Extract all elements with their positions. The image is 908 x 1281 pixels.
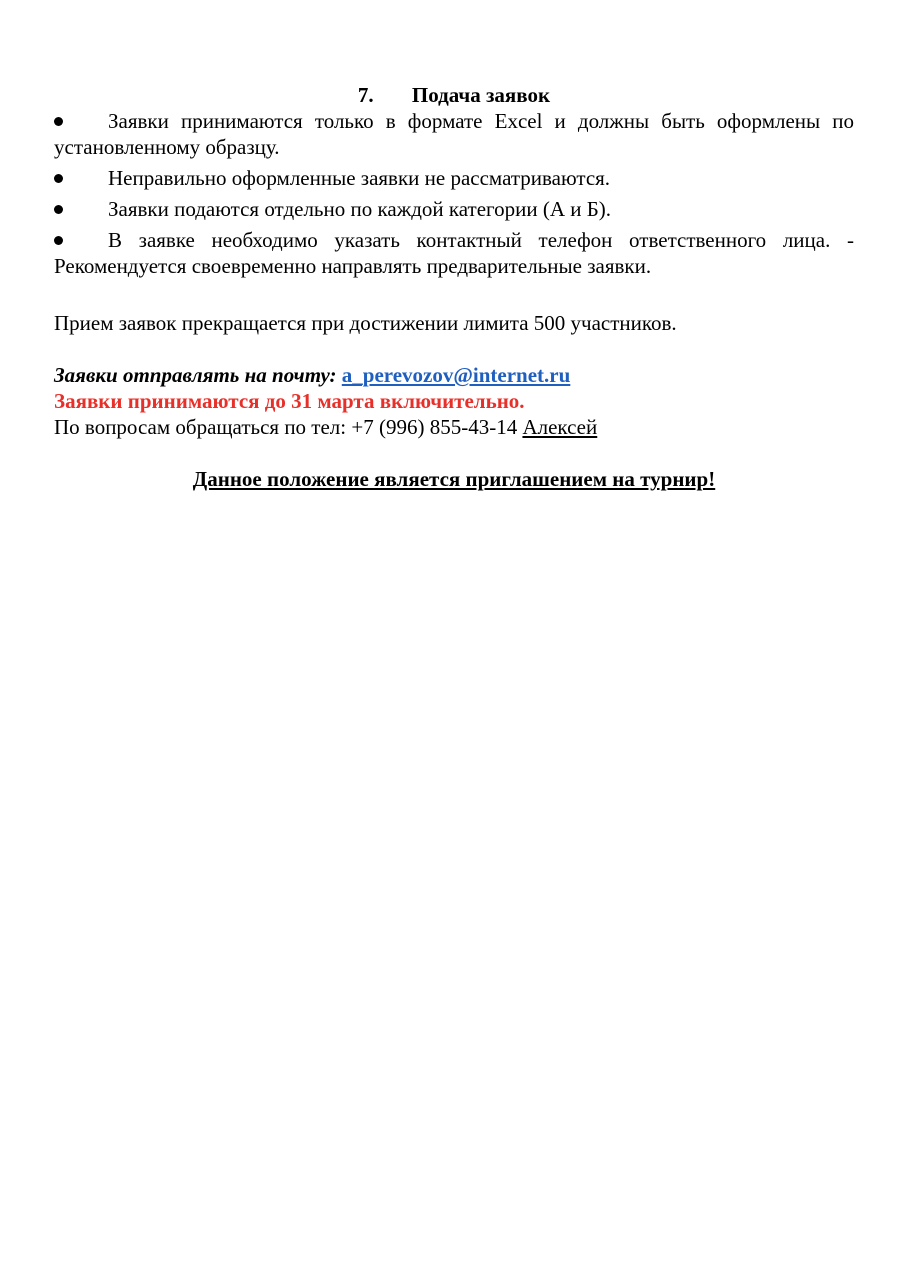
- bullet-icon: [54, 108, 108, 134]
- list-item-text: Заявки подаются отдельно по каждой категории (А и Б).: [108, 197, 612, 221]
- list-item: [54, 108, 854, 160]
- email-line: [54, 362, 854, 388]
- bullet-icon: [54, 165, 108, 191]
- contact-text: По вопросам обращаться по тел: +7 (996) 855-43-14: [54, 415, 518, 439]
- email-link[interactable]: a_perevozov@internet.ru: [341, 363, 571, 387]
- list-item-text: В заявке необходимо указать контактный телефон ответственного лица. - Рекомендуется своевременно направлять предварительные заявки.: [54, 228, 854, 278]
- list-item-text: Неправильно оформленные заявки не рассматриваются.: [108, 166, 611, 190]
- list-item: [54, 165, 854, 191]
- section-heading: [54, 82, 854, 108]
- list-item-text: Заявки принимаются только в формате Excel и должны быть оформлены по установленному образцу.: [54, 109, 854, 159]
- contact-name: Алексей: [522, 415, 598, 439]
- document-page: [54, 82, 854, 492]
- deadline-text: Заявки принимаются до 31 марта включительно.: [54, 389, 525, 413]
- contact-line: [54, 414, 854, 440]
- bullet-icon: [54, 196, 108, 222]
- bullet-icon: [54, 227, 108, 253]
- requirements-list: [54, 108, 854, 279]
- list-item: [54, 196, 854, 222]
- list-item: [54, 227, 854, 279]
- invitation-text: Данное положение является приглашением на турнир!: [192, 467, 716, 491]
- email-label: Заявки отправлять на почту:: [54, 363, 337, 387]
- section-title: Подача заявок: [411, 83, 551, 107]
- limit-text: Прием заявок прекращается при достижении лимита 500 участников.: [54, 311, 677, 335]
- section-number: 7.: [357, 83, 374, 107]
